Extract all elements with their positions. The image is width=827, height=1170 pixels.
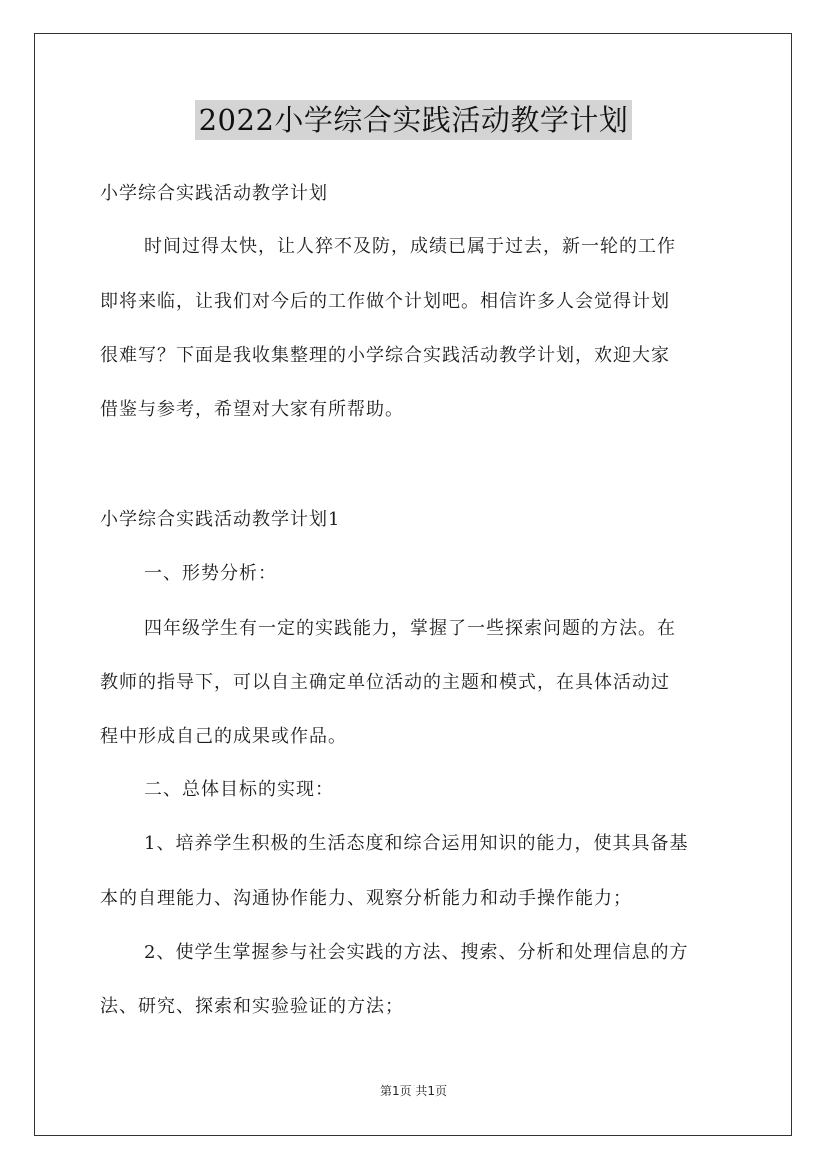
paragraph-line: 很难写？下面是我收集整理的小学综合实践活动教学计划，欢迎大家 [100,345,670,366]
subheading: 一、形势分析： [144,563,277,584]
paragraph-line: 程中形成自己的成果或作品。 [100,726,347,747]
paragraph-line: 2、使学生掌握参与社会实践的方法、搜索、分析和处理信息的方 [144,942,689,963]
title-container [0,100,827,140]
paragraph-line: 法、研究、探索和实验验证的方法； [100,996,404,1017]
page-number-footer: 第1页 共1页 [379,1084,448,1098]
paragraph-line: 时间过得太快，让人猝不及防，成绩已属于过去，新一轮的工作 [144,236,676,257]
paragraph-line: 借鉴与参考，希望对大家有所帮助。 [100,399,404,420]
paragraph-line: 即将来临，让我们对今后的工作做个计划吧。相信许多人会觉得计划 [100,291,670,312]
paragraph-line: 1、培养学生积极的生活态度和综合运用知识的能力，使其具备基 [144,833,689,854]
paragraph-line: 四年级学生有一定的实践能力，掌握了一些探索问题的方法。在 [144,618,676,639]
paragraph-line: 本的自理能力、沟通协作能力、观察分析能力和动手操作能力； [100,888,632,909]
paragraph-line: 教师的指导下，可以自主确定单位活动的主题和模式，在具体活动过 [100,672,670,693]
subheading: 二、总体目标的实现： [144,779,334,800]
section-heading: 小学综合实践活动教学计划1 [100,509,341,530]
document-title: 2022小学综合实践活动教学计划 [195,100,633,140]
intro-heading: 小学综合实践活动教学计划 [100,183,328,204]
